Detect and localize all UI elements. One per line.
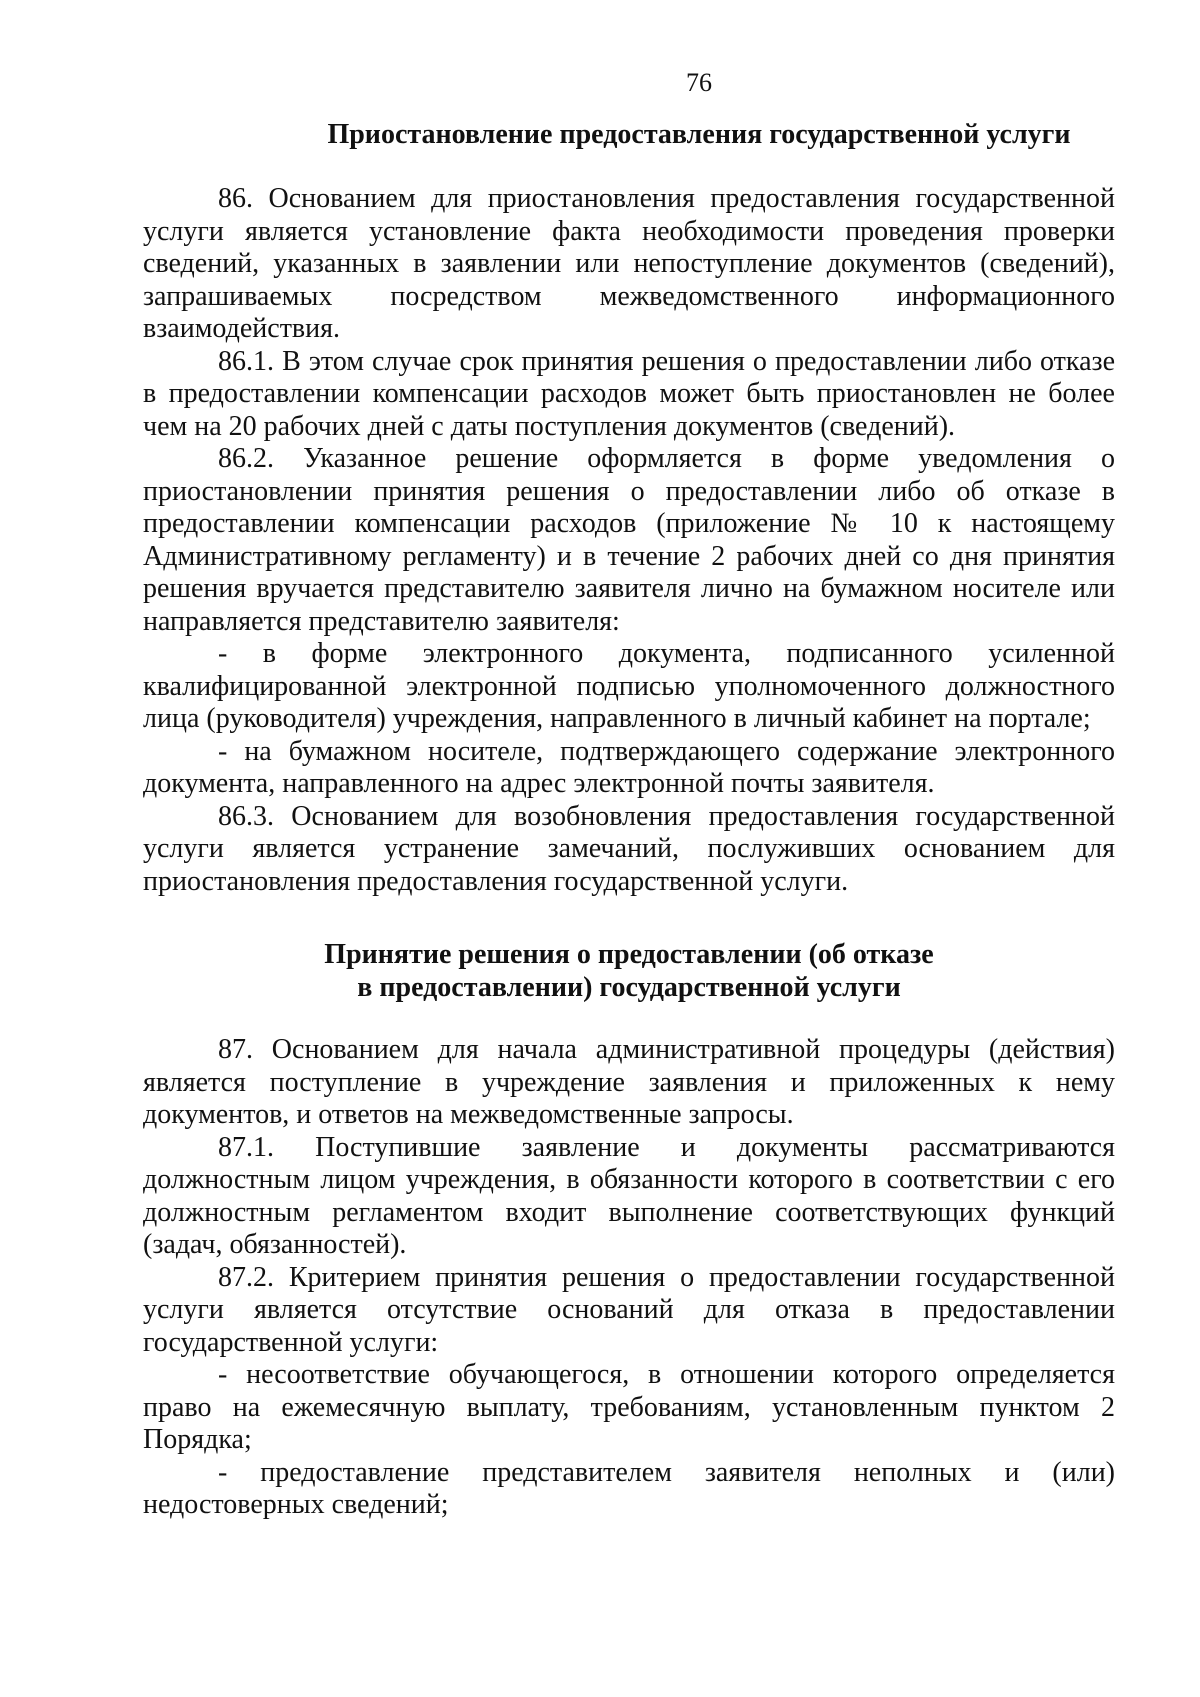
list-item-nonconformity: - несоответствие обучающегося, в отношении которого определяется право на ежемесячную выплату, требованиям, установленным пунктом 2 Порядка; [143, 1359, 1115, 1455]
paragraph-86-2: 86.2. Указанное решение оформляется в форме уведомления о приостановлении принятия решения о предоставлении либо об отказе в предоставлении компенсации расходов (приложение № 10 к настоящему Административному регламенту) и в течение 2 рабочих дней со дня принятия решения вручается представителю заявителя лично на бумажном носителе или направляется представителю заявителя: [143, 443, 1115, 637]
list-item-incomplete-data: - предоставление представителем заявителя неполных и (или) недостоверных сведений; [143, 1456, 1115, 1520]
paragraph-86: 86. Основанием для приостановления предоставления государственной услуги является установление факта необходимости проведения проверки сведений, указанных в заявлении или непоступление документов (сведений), запрашиваемых посредством межведомственного информационного взаимодействия. [143, 183, 1115, 344]
section-heading-decision-line1: Принятие решения о предоставлении (об отказе [324, 939, 934, 970]
paragraph-87-1: 87.1. Поступившие заявление и документы рассматриваются должностным лицом учреждения, в обязанности которого в соответствии с его должностным регламентом входит выполнение соответствующих функций (задач, обязанностей). [143, 1131, 1115, 1260]
paragraph-87-2: 87.2. Критерием принятия решения о предоставлении государственной услуги является отсутствие оснований для отказа в предоставлении государственной услуги: [143, 1261, 1115, 1358]
section-heading-decision [143, 938, 1115, 1004]
paragraph-87: 87. Основанием для начала административной процедуры (действия) является поступление в учреждение заявления и приложенных к нему документов, и ответов на межведомственные запросы. [143, 1034, 1115, 1130]
page-number: 76 [686, 68, 712, 97]
list-item-paper-document: - на бумажном носителе, подтверждающего содержание электронного документа, направленного на адрес электронной почты заявителя. [143, 735, 1115, 799]
section-body-suspension [143, 183, 1115, 898]
list-item-electronic-document: - в форме электронного документа, подписанного усиленной квалифицированной электронной подписью уполномоченного должностного лица (руководителя) учреждения, направленного в личный кабинет на портале; [143, 638, 1115, 734]
section-heading-suspension: Приостановление предоставления государственной услуги [327, 119, 1071, 150]
section-body-decision [143, 1034, 1115, 1522]
paragraph-86-3: 86.3. Основанием для возобновления предоставления государственной услуги является устранение замечаний, послуживших основанием для приостановления предоставления государственной услуги. [143, 800, 1115, 897]
paragraph-86-1: 86.1. В этом случае срок принятия решения о предоставлении либо отказе в предоставлении компенсации расходов может быть приостановлен не более чем на 20 рабочих дней с даты поступления документов (сведений). [143, 345, 1115, 442]
document-page [143, 68, 1115, 1522]
section-heading-decision-line2: в предоставлении) государственной услуги [357, 972, 901, 1003]
